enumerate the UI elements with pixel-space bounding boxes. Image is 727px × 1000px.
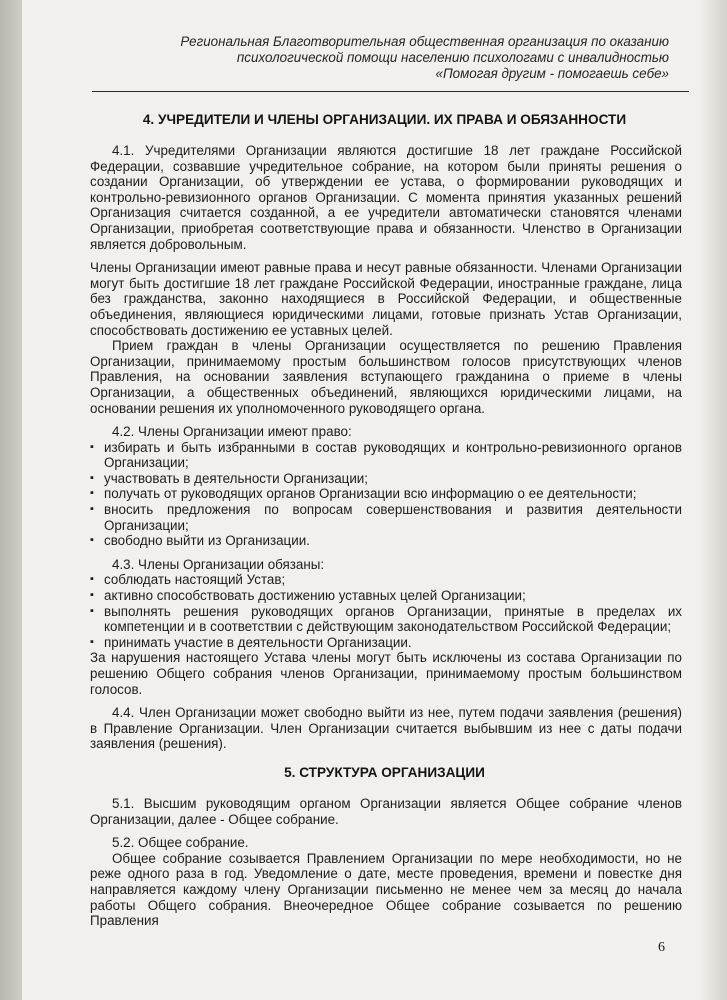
section-4-heading: 4. УЧРЕДИТЕЛИ И ЧЛЕНЫ ОРГАНИЗАЦИИ. ИХ ПРАВА И ОБЯЗАННОСТИ bbox=[142, 112, 627, 127]
list-item: ▪ свободно выйти из Организации. bbox=[90, 533, 682, 549]
list-item: ▪ активно способствовать достижению уставных целей Организации; bbox=[90, 588, 682, 604]
header-line-3: «Помогая другим - помогаешь себе» bbox=[435, 66, 669, 81]
list-item: ▪ получать от руководящих органов Организации всю информацию о ее деятельности; bbox=[90, 486, 682, 502]
page-header bbox=[180, 34, 669, 82]
page-fold-shadow bbox=[699, 0, 727, 1000]
list-item: ▪ соблюдать настоящий Устав; bbox=[90, 572, 682, 588]
list-item: ▪ избирать и быть избранными в состав руководящих и контрольно-ревизионного органов Организации; bbox=[90, 440, 682, 471]
paragraph-4-2: 4.2. Члены Организации имеют право: bbox=[112, 424, 352, 440]
section-5-body bbox=[90, 796, 682, 929]
paragraph-4-3: 4.3. Члены Организации обязаны: bbox=[112, 556, 325, 572]
paragraph-expulsion: За нарушения настоящего Устава члены могут быть исключены из состава Организации по решению Общего собрания членов Организации, принимаемому простым большинством голосов. bbox=[90, 650, 682, 697]
rights-list bbox=[90, 440, 682, 549]
list-item: ▪ выполнять решения руководящих органов Организации, принятые в пределах их компетенции и в соответствии с действующим законодательством Российской Федерации; bbox=[90, 604, 682, 635]
list-item: ▪ участвовать в деятельности Организации; bbox=[90, 471, 682, 487]
header-divider bbox=[92, 91, 689, 92]
paragraph-5-1: 5.1. Высшим руководящим органом Организации является Общее собрание членов Организации, далее - Общее собрание. bbox=[90, 796, 682, 827]
paragraph-5-2-text: Общее собрание созывается Правлением Организации по мере необходимости, но не реже одного раза в год. Уведомление о дате, месте проведения, времени и повестке дня направляется каждому члену Организации письменно не менее чем за месяц до начала работы Общего собрания. Внеочередное Общее собрание созывается по решению Правления bbox=[90, 850, 682, 929]
page-number: 6 bbox=[658, 940, 665, 955]
paragraph-admission: Прием граждан в члены Организации осуществляется по решению Правления Организации, принимаемому простым большинством голосов присутствующих членов Правления, на основании заявления вступающего гражданина о приеме в члены Организации, а общественных объединений, являющихся юридическими лицами, на основании решения их уполномоченного руководящего органа. bbox=[90, 338, 682, 416]
section-5-heading: 5. СТРУКТУРА ОРГАНИЗАЦИИ bbox=[284, 765, 485, 780]
header-line-1: Региональная Благотворительная общественная организация по оказанию bbox=[180, 34, 669, 49]
paragraph-5-2: 5.2. Общее собрание. bbox=[112, 835, 249, 851]
list-item: ▪ принимать участие в деятельности Организации. bbox=[90, 635, 682, 651]
document-page bbox=[22, 0, 727, 1000]
paragraph-4-1: 4.1. Учредителями Организации являются достигшие 18 лет граждане Российской Федерации, созвавшие учредительное собрание, на котором были приняты решения о создании Организации, об утверждении ее устава, о формировании руководящих и контрольно-ревизионного органов Организации. С момента принятия указанных решений Организация считается созданной, а ее учредители автоматически становятся членами Организации, приобретая соответствующие права и обязанности. Членство в Организации является добровольным. bbox=[90, 143, 682, 252]
list-item: ▪ вносить предложения по вопросам совершенствования и развития деятельности Организации; bbox=[90, 502, 682, 533]
header-line-2: психологической помощи населению психологами с инвалидностью bbox=[236, 50, 669, 65]
duties-list bbox=[90, 572, 682, 650]
section-4-body bbox=[90, 143, 682, 752]
paragraph-4-4: 4.4. Член Организации может свободно выйти из нее, путем подачи заявления (решения) в Правление Организации. Член Организации считается выбывшим из нее с даты подачи заявления (решения). bbox=[90, 705, 682, 752]
paragraph-members: Члены Организации имеют равные права и несут равные обязанности. Членами Организации могут быть достигшие 18 лет граждане Российской Федерации, иностранные граждане, лица без гражданства, законно находящиеся в Российской Федерации, и общественные объединения, являющиеся юридическими лицами, готовые признать Устав Организации, способствовать достижению ее уставных целей. bbox=[90, 260, 682, 338]
